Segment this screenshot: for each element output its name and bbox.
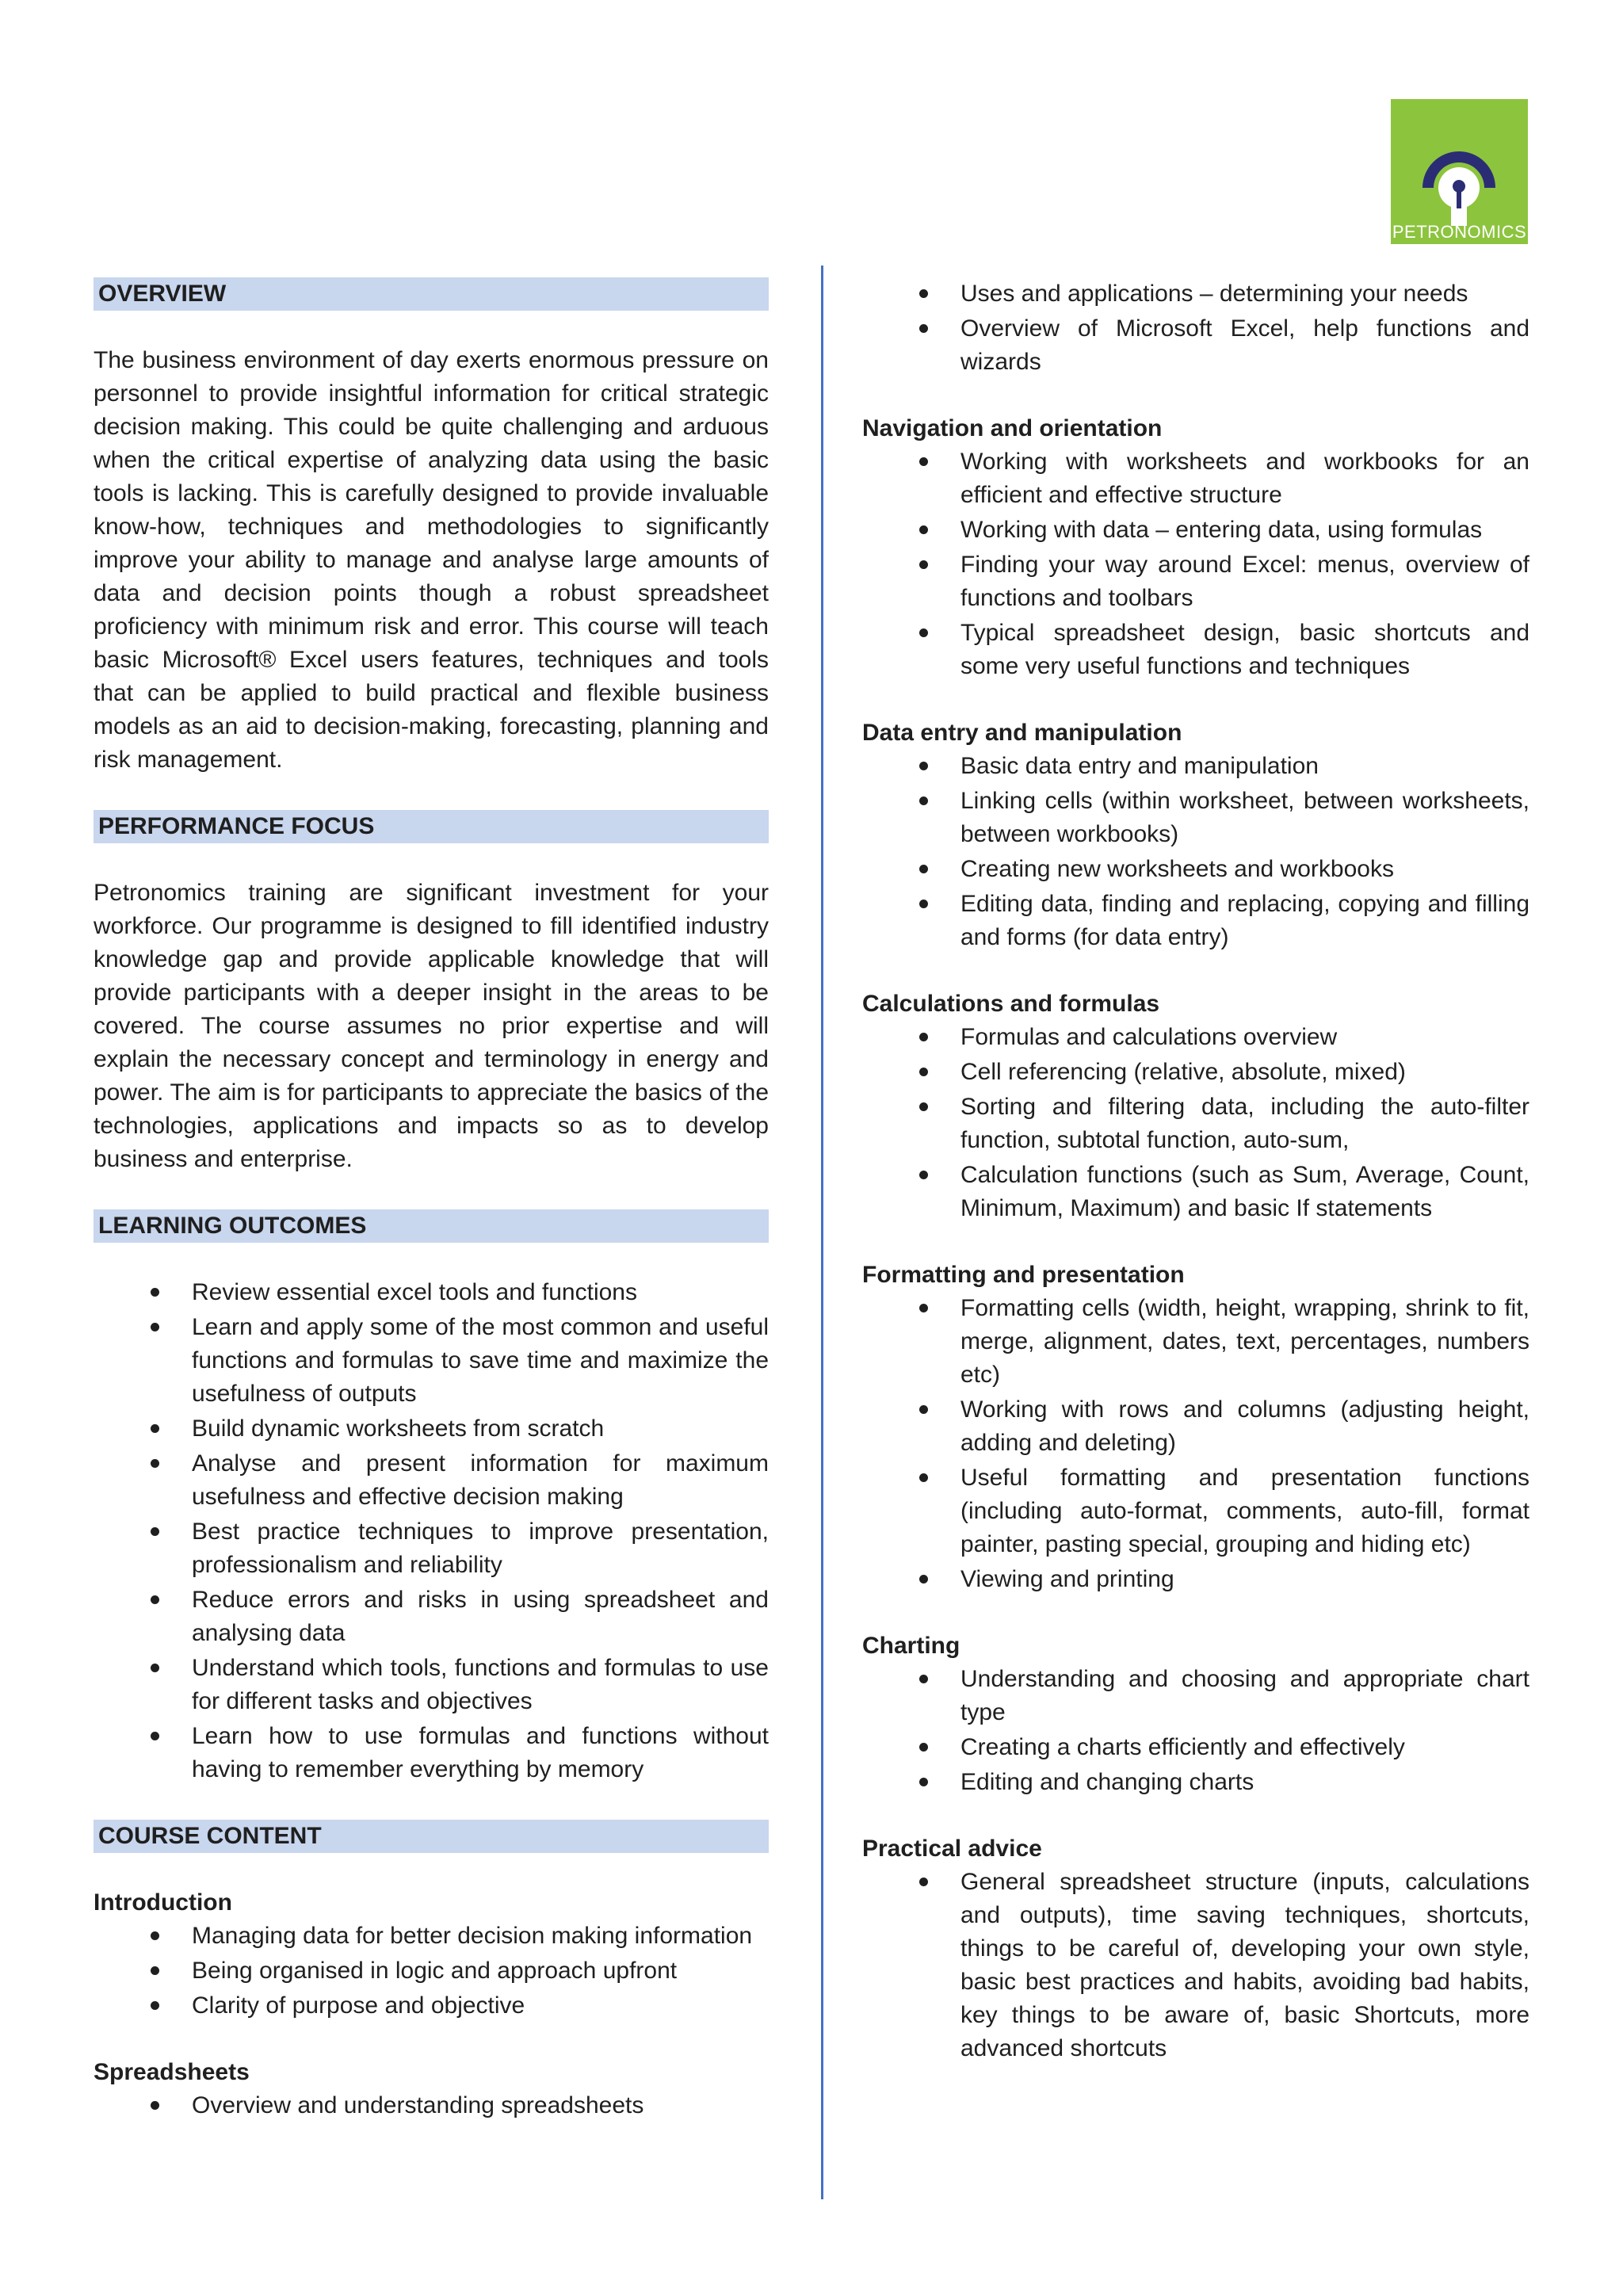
list-item: Clarity of purpose and objective [94,1989,769,2023]
keyhole-icon [1391,99,1528,226]
list-item: Linking cells (within worksheet, between worksheets, between workbooks) [862,785,1529,851]
list-item: Overview of Microsoft Excel, help functions and wizards [862,312,1529,379]
bullet-icon [151,1424,159,1433]
bullet-icon [919,1675,928,1683]
practical-advice-list [862,1866,1529,2065]
navigation-list [862,445,1529,683]
spreadsheets-list [94,2089,769,2122]
list-item: Cell referencing (relative, absolute, mixed) [862,1056,1529,1089]
list-item: Overview and understanding spreadsheets [94,2089,769,2122]
list-item: Analyse and present information for maximum usefulness and effective decision making [94,1447,769,1514]
list-item: Learn and apply some of the most common and useful functions and formulas to save time and maximize the usefulness of outputs [94,1311,769,1411]
list-item: Working with rows and columns (adjusting height, adding and deleting) [862,1393,1529,1460]
bullet-icon [919,1171,928,1179]
bullet-icon [919,1575,928,1584]
bullet-icon [151,1323,159,1331]
practical-advice-title: Practical advice [862,1836,1042,1862]
list-item: Working with data – entering data, using formulas [862,514,1529,547]
bullet-icon [151,2001,159,2010]
navigation-title: Navigation and orientation [862,415,1163,441]
bullet-icon [151,1288,159,1297]
bullet-icon [919,560,928,569]
spreadsheets-title: Spreadsheets [94,2059,250,2085]
list-item: Sorting and filtering data, including the auto-filter function, subtotal function, auto-sum, [862,1091,1529,1157]
list-item: Being organised in logic and approach upfront [94,1954,769,1988]
list-item: Creating new worksheets and workbooks [862,853,1529,886]
column-divider [821,266,823,2199]
data-entry-list [862,750,1529,954]
bullet-icon [151,1459,159,1468]
list-item: Creating a charts efficiently and effectively [862,1731,1529,1764]
right-column [862,277,1529,2099]
bullet-icon [919,1778,928,1786]
bullet-icon [919,900,928,908]
bullet-icon [919,289,928,298]
list-item: Basic data entry and manipulation [862,750,1529,783]
overview-text: The business environment of day exerts enormous pressure on personnel to provide insightful information for critical strategic decision making. This could be quite challenging and arduous when the critical expertise of analyzing data using the basic tools is lacking. This is carefully designed to provide invaluable know-how, techniques and methodologies to significantly improve your ability to manage and analyse large amounts of data and decision points though a robust spreadsheet proficiency with minimum risk and error. This course will teach basic Microsoft® Excel users features, techniques and tools that can be applied to build practical and flexible business models as an aid to decision-making, forecasting, planning and risk management. [94,347,769,773]
list-item: Editing and changing charts [862,1766,1529,1799]
bullet-icon [919,1304,928,1312]
outcomes-heading: LEARNING OUTCOMES [94,1209,769,1243]
spreadsheets-list-continued [862,277,1529,379]
list-item: Understanding and choosing and appropriate chart type [862,1663,1529,1729]
formatting-list [862,1292,1529,1596]
list-item: General spreadsheet structure (inputs, calculations and outputs), time saving techniques, shortcuts, things to be careful of, developing your own style, basic best practices and habits, avoiding bad habits, key things to be aware of, basic Shortcuts, more advanced shortcuts [862,1866,1529,2065]
bullet-icon [151,1732,159,1740]
bullet-icon [919,1033,928,1041]
calculations-list [862,1021,1529,1225]
bullet-icon [151,1664,159,1672]
list-item: Understand which tools, functions and formulas to use for different tasks and objectives [94,1652,769,1718]
logo-wordmark: PETRONOMICS [1392,222,1527,242]
list-item: Managing data for better decision making information [94,1920,769,1953]
intro-title: Introduction [94,1889,232,1916]
list-item: Finding your way around Excel: menus, overview of functions and toolbars [862,548,1529,615]
list-item: Formulas and calculations overview [862,1021,1529,1054]
list-item: Uses and applications – determining your needs [862,277,1529,311]
list-item: Best practice techniques to improve presentation, professionalism and reliability [94,1515,769,1582]
list-item: Reduce errors and risks in using spreadsheet and analysing data [94,1584,769,1650]
bullet-icon [919,797,928,805]
bullet-icon [151,2101,159,2110]
bullet-icon [919,457,928,466]
content-heading: COURSE CONTENT [94,1820,769,1853]
list-item: Review essential excel tools and functions [94,1276,769,1309]
overview-heading: OVERVIEW [94,277,769,311]
data-entry-title: Data entry and manipulation [862,720,1182,746]
bullet-icon [919,1473,928,1482]
bullet-icon [919,628,928,637]
bullet-icon [919,1102,928,1111]
bullet-icon [919,1068,928,1076]
bullet-icon [919,865,928,873]
bullet-icon [919,324,928,333]
list-item: Working with worksheets and workbooks for an efficient and effective structure [862,445,1529,512]
bullet-icon [151,1931,159,1940]
bullet-icon [919,525,928,534]
bullet-icon [919,1878,928,1886]
list-item: Viewing and printing [862,1563,1529,1596]
bullet-icon [919,1405,928,1414]
bullet-icon [151,1527,159,1536]
calculations-title: Calculations and formulas [862,991,1160,1017]
left-column [94,277,769,2156]
list-item: Learn how to use formulas and functions without having to remember everything by memory [94,1720,769,1786]
outcomes-list [94,1276,769,1786]
performance-heading: PERFORMANCE FOCUS [94,810,769,843]
list-item: Useful formatting and presentation functions (including auto-format, comments, auto-fill, format painter, pasting special, grouping and hiding etc) [862,1461,1529,1561]
bullet-icon [919,1743,928,1752]
charting-title: Charting [862,1633,960,1659]
list-item: Calculation functions (such as Sum, Average, Count, Minimum, Maximum) and basic If statements [862,1159,1529,1225]
bullet-icon [151,1966,159,1975]
intro-list [94,1920,769,2023]
list-item: Typical spreadsheet design, basic shortcuts and some very useful functions and techniques [862,617,1529,683]
performance-text: Petronomics training are significant investment for your workforce. Our programme is designed to fill identified industry knowledge gap and provide applicable knowledge that will provide participants with a deeper insight in the areas to be covered. The course assumes no prior expertise and will explain the necessary concept and terminology in energy and power. The aim is for participants to appreciate the basics of the technologies, applications and impacts so as to develop business and enterprise. [94,880,769,1172]
list-item: Formatting cells (width, height, wrapping, shrink to fit, merge, alignment, dates, text, percentages, numbers etc) [862,1292,1529,1392]
charting-list [862,1663,1529,1799]
bullet-icon [919,762,928,770]
formatting-title: Formatting and presentation [862,1262,1185,1288]
list-item: Build dynamic worksheets from scratch [94,1412,769,1446]
list-item: Editing data, finding and replacing, copying and filling and forms (for data entry) [862,888,1529,954]
company-logo [1391,99,1528,244]
bullet-icon [151,1595,159,1604]
